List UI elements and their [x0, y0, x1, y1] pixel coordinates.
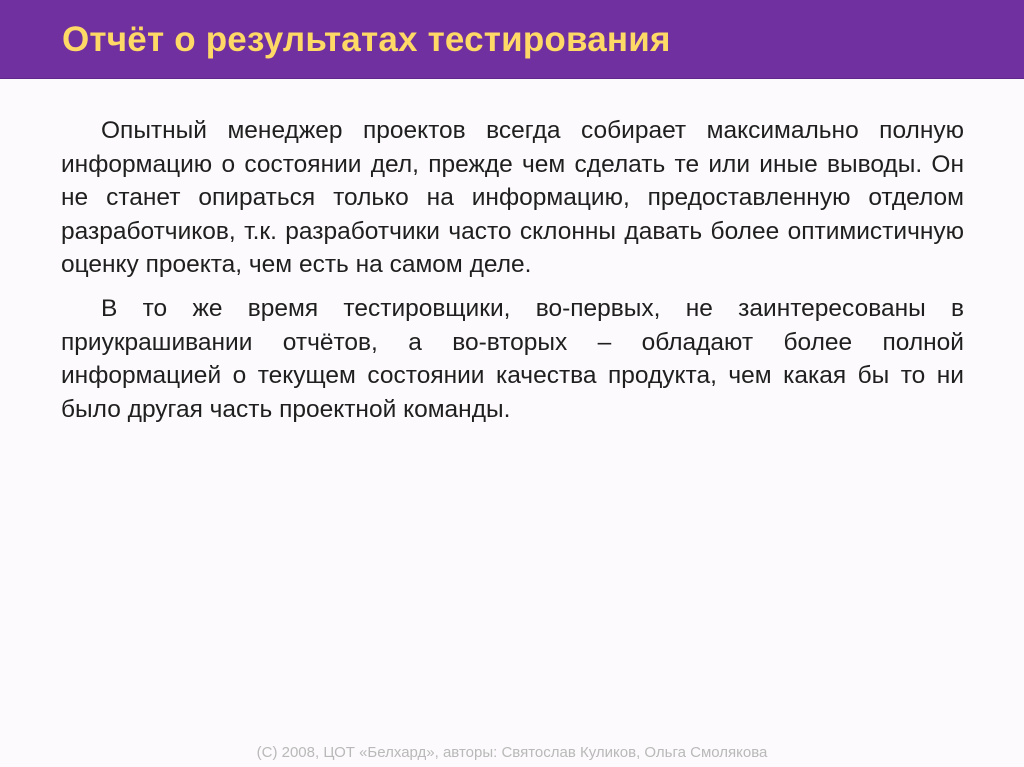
slide-title: Отчёт о результатах тестирования [62, 20, 671, 59]
slide-body [61, 114, 964, 436]
title-bar [0, 0, 1024, 79]
slide-footer: (С) 2008, ЦОТ «Белхард», авторы: Святослав Куликов, Ольга Смолякова [256, 744, 768, 761]
body-paragraph-2: В то же время тестировщики, во-первых, не заинтересованы в приукрашивании отчётов, а во-вторых – обладают более полной информацией о текущем состоянии качества продукта, чем какая бы то ни было другая часть проектной команды. [61, 294, 964, 423]
body-paragraph-1: Опытный менеджер проектов всегда собирает максимально полную информацию о состоянии дел, прежде чем сделать те или иные выводы. Он не станет опираться только на информацию, предоставленную отделом разработчиков, т.к. разработчики часто склонны давать более оптимистичную оценку проекта, чем есть на самом деле. [61, 117, 964, 279]
